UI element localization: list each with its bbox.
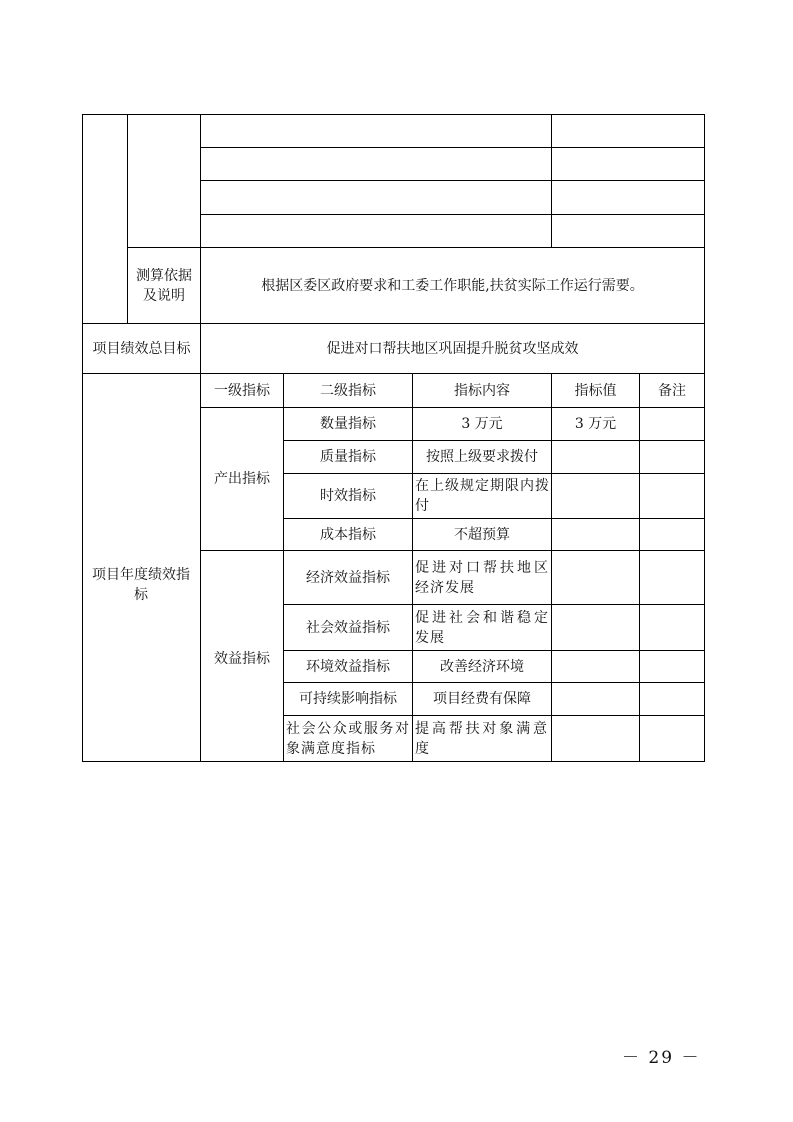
row-content: 改善经济环境 <box>440 658 524 675</box>
row-secondary: 环境效益指标 <box>306 658 390 675</box>
row-secondary: 可持续影响指标 <box>299 691 397 707</box>
row-content: 提高帮扶对象满意度 <box>415 720 549 757</box>
row-note <box>640 474 704 518</box>
row-value <box>552 441 639 473</box>
rule <box>82 761 705 762</box>
row-note <box>640 551 704 604</box>
row-secondary: 经济效益指标 <box>306 569 390 586</box>
basis-label: 测算依据 及说明 <box>136 267 192 304</box>
row-value <box>552 474 639 518</box>
rule <box>200 147 705 148</box>
row-secondary: 质量指标 <box>320 449 376 465</box>
row-note <box>640 683 704 715</box>
row-note <box>640 716 704 761</box>
row-value: 3 万元 <box>574 416 617 432</box>
row-content: 不超预算 <box>454 526 510 543</box>
overall-goal-label: 项目绩效总目标 <box>92 340 191 357</box>
rule <box>200 214 705 215</box>
group-output: 产出指标 <box>214 471 270 487</box>
header-content: 指标内容 <box>454 382 510 399</box>
row-content: 促进对口帮扶地区经济发展 <box>415 559 549 596</box>
row-value <box>552 651 639 682</box>
row-content: 促进社会和谐稳定发展 <box>415 609 549 646</box>
row-note <box>640 519 704 550</box>
row-secondary: 时效指标 <box>320 488 376 504</box>
row-content: 按照上级要求拨付 <box>426 449 538 465</box>
row-value <box>552 519 639 550</box>
row-secondary: 成本指标 <box>320 526 376 543</box>
row-value <box>552 551 639 604</box>
row-content: 项目经费有保障 <box>433 691 531 707</box>
row-content: 在上级规定期限内拨付 <box>415 478 549 514</box>
row-note <box>640 408 704 440</box>
rule <box>704 114 705 762</box>
row-secondary: 数量指标 <box>320 416 376 432</box>
header-level2: 二级指标 <box>320 382 376 399</box>
overall-goal-content: 促进对口帮扶地区巩固提升脱贫攻坚成效 <box>326 340 579 357</box>
header-value: 指标值 <box>574 382 617 399</box>
annual-indicators-label: 项目年度绩效指标 <box>92 566 190 603</box>
row-value <box>552 716 639 761</box>
rule <box>200 180 705 181</box>
row-note <box>640 605 704 650</box>
rule <box>551 114 552 247</box>
row-secondary: 社会公众或服务对象满意度指标 <box>286 720 410 757</box>
page-number: － 29 － <box>622 1048 701 1068</box>
row-content: 3 万元 <box>461 416 503 432</box>
header-level1: 一级指标 <box>214 382 270 399</box>
header-note: 备注 <box>658 382 686 399</box>
rule <box>82 114 705 115</box>
basis-content: 根据区委区政府要求和工委工作职能,扶贫实际工作运行需要。 <box>261 277 644 294</box>
row-value <box>552 683 639 715</box>
rule <box>82 114 83 762</box>
row-note <box>640 441 704 473</box>
group-benefit: 效益指标 <box>214 651 270 667</box>
row-secondary: 社会效益指标 <box>306 619 390 636</box>
row-note <box>640 651 704 682</box>
row-value <box>552 605 639 650</box>
